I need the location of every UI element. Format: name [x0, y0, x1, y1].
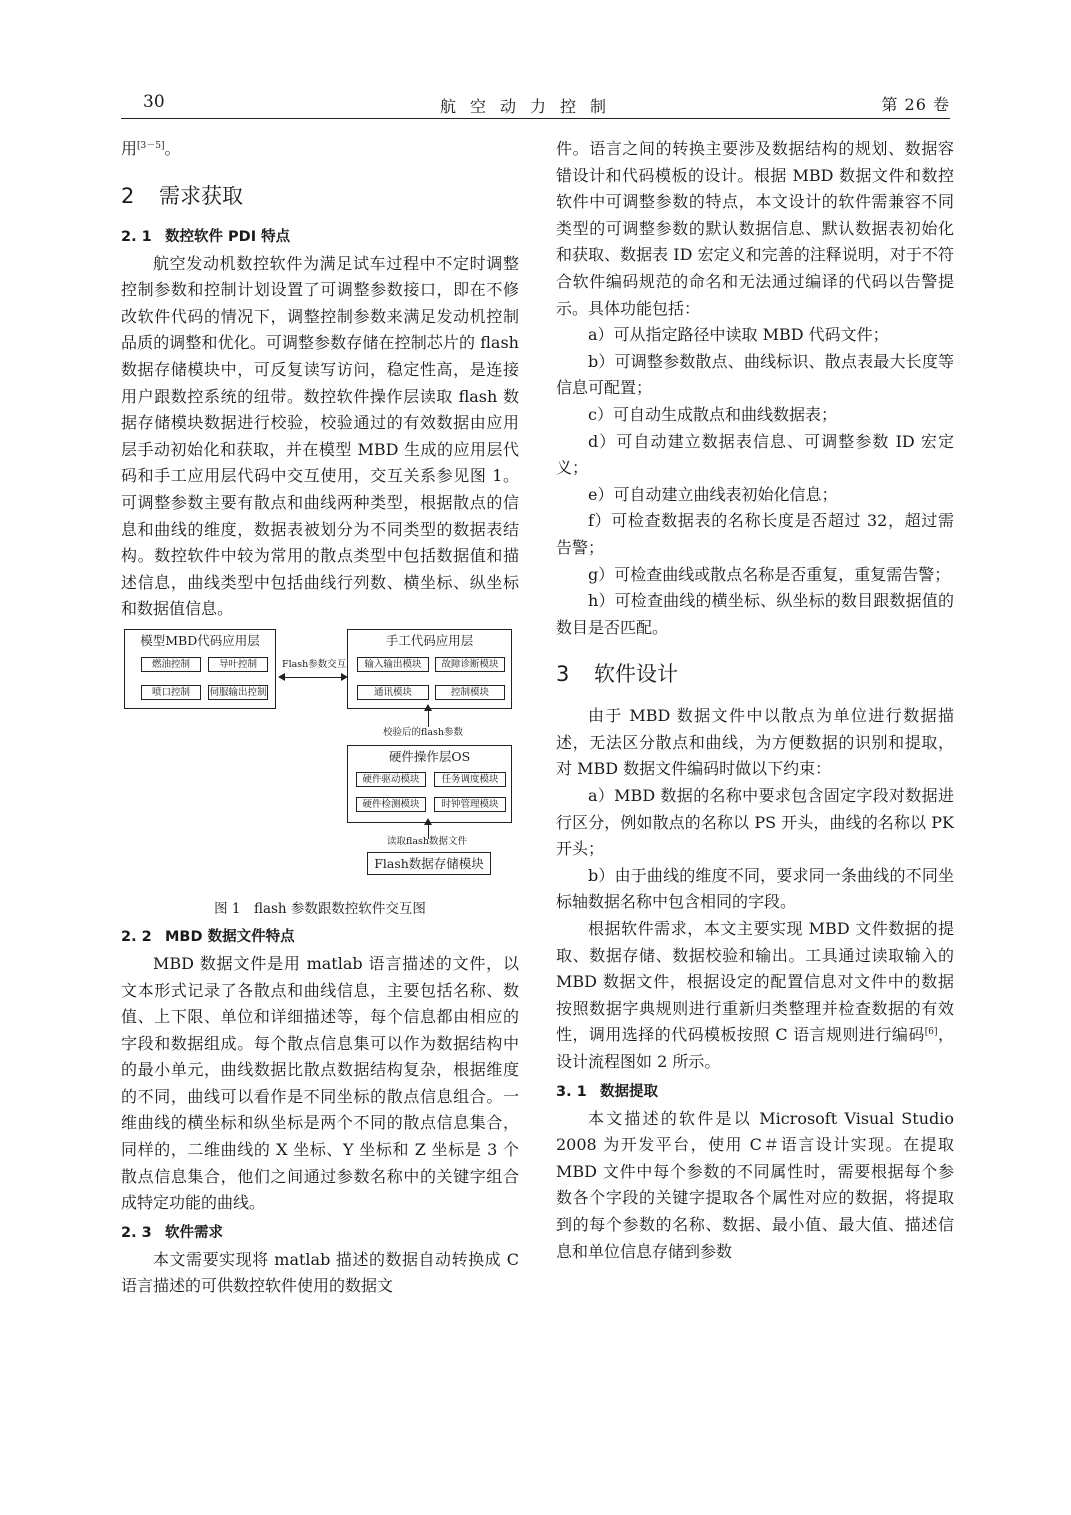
paragraph-text: 。 [164, 139, 181, 158]
nozzle-control-module: 喷口控制 [141, 685, 201, 700]
page-number: 30 [143, 92, 165, 112]
list-item: b）可调整参数散点、曲线标识、散点表最大长度等信息可配置； [556, 351, 954, 398]
list-item: b）由于曲线的维度不同，要求同一条曲线的不同坐标轴数据名称中包含相同的字段。 [556, 865, 954, 912]
right-column [556, 136, 954, 1265]
list-item: g）可检查曲线或散点名称是否重复，重复需告警； [588, 564, 951, 584]
journal-title: 航空动力控制 [440, 97, 621, 116]
list-item: f）可检查数据表的名称长度是否超过 32，超过需告警； [556, 511, 954, 557]
citation-ref[interactable]: [3－5] [137, 141, 165, 151]
section-number: 2 [121, 183, 135, 208]
body-paragraph: 件。语言之间的转换主要涉及数据结构的规划、数据容错设计和代码模板的设计。根据 MBD 数据文件和数控软件中可调整参数的特点，本文设计的软件需兼容不同类型的可调整参数的默认数据信息、默认数据表初始化和获取、数据表 ID 宏定义和完善的注释说明，对于不符合软件编码规范的命名和无法通过编译的代码以告警提示。具体功能包括： [556, 139, 954, 318]
subsection-heading [121, 1221, 519, 1245]
list-item: a）可从指定路径中读取 MBD 代码文件； [588, 325, 889, 345]
body-paragraph: 由于 MBD 数据文件中以散点为单位进行数据描述，无法区分散点和曲线，为方便数据的识别和提取，对 MBD 数据文件编码时做以下约束： [556, 706, 954, 779]
fault-diagnosis-module: 故障诊断模块 [435, 657, 505, 672]
servo-output-module: 伺服输出控制 [209, 686, 267, 698]
fuel-control-module: 燃油控制 [141, 657, 201, 672]
task-scheduler-module: 任务调度模块 [434, 772, 506, 787]
paragraph-text: 用 [121, 139, 138, 158]
list-item: h）可检查曲线的横坐标、纵坐标的数目跟数据值的数目是否匹配。 [556, 591, 954, 637]
section-heading [121, 181, 519, 211]
paragraph-text: 根据软件需求，本文主要实现 MBD 文件数据的提取、数据存储、数据校验和输出。工具通过读取输入的 MBD 数据文件，根据设定的配置信息对文件中的数据按照数据字典规则进行重新归类整理并检查数据的有效性，调用选择的代码模板按照 C 语言规则进行编码 [556, 919, 954, 1045]
subsection-number: 2. 2 [121, 928, 152, 945]
subsection-title: 数据提取 [600, 1083, 658, 1100]
body-paragraph: MBD 数据文件是用 matlab 语言描述的文件，以文本形式记录了各散点和曲线信息，主要包括名称、数值、上下限、单位和详细描述等，每个信息都由相应的字段和数据组成。每个散点信息集可以作为数据结构中的最小单元，曲线数据比散点数据结构复杂，根据维度的不同，曲线可以看作是不同坐标的散点信息组合。一维曲线的横坐标和纵坐标是两个不同的散点信息集合，同样的，二维曲线的 X 坐标、Y 坐标和 Z 坐标是 3 个散点信息集合，他们之间通过参数名称中的关键字组合成特定功能的曲线。 [121, 953, 519, 1213]
read-file-label: 读取flash数据文件 [387, 835, 467, 847]
figure-caption: 图 1 flash 参数跟数控软件交互图 [214, 900, 426, 917]
subsection-title: 数控软件 PDI 特点 [165, 228, 291, 245]
communication-module: 通讯模块 [357, 685, 429, 700]
section-title: 软件设计 [594, 662, 678, 687]
list-item: d）可自动建立数据表信息、可调整参数 ID 宏定义； [556, 431, 954, 478]
continued-paragraph [121, 136, 519, 163]
body-paragraph [556, 916, 954, 1076]
subsection-title: MBD 数据文件特点 [165, 928, 295, 945]
body-paragraph: 航空发动机数控软件为满足试车过程中不定时调整控制参数和控制计划设置了可调整参数接口，即在不修改软件代码的情况下，调整控制参数来满足发动机控制品质的调整和优化。可调整参数存储在控制芯片的 flash 数据存储模块中，可反复读写访问，稳定性高，是连接用户跟数控系统的纽带。数控软件操作层读取 flash 数据存储模块数据进行校验，校验通过的有效数据由应用层手动初始化和获取，并在模型 MBD 生成的应用层代码和手工应用层代码中交互使用，交互关系参见图 1。可调整参数主要有散点和曲线两种类型，根据散点的信息和曲线的维度，数据表被划分为不同类型的数据表结构。数控软件中较为常用的散点类型中包括数据值和描述信息，曲线类型中包括曲线行列数、横坐标、纵坐标和数据值信息。 [121, 253, 519, 619]
mbd-layer-title: 模型MBD代码应用层 [140, 632, 260, 648]
mbd-layer-box [124, 629, 276, 709]
os-layer-box [347, 745, 512, 823]
subsection-number: 2. 3 [121, 1224, 152, 1241]
left-column [121, 136, 519, 1300]
list-item: c）可自动生成散点和曲线数据表； [588, 404, 837, 424]
header-rule [121, 118, 950, 119]
section-heading [556, 659, 954, 689]
figure-diagram [121, 627, 519, 899]
body-paragraph: 本文需要实现将 matlab 描述的数据自动转换成 C 语言描述的可供数控软件使用的数据文 [121, 1249, 519, 1296]
os-layer-title: 硬件操作层OS [388, 748, 471, 764]
body-paragraph: 本文描述的软件是以 Microsoft Visual Studio 2008 为开发平台，使用 C＃语言设计实现。在提取 MBD 文件中每个参数的不同属性时，需要根据每个参数各个字段的关键字提取各个属性对应的数据，将提取到的每个参数的名称、数据、最小值、最大值、描述信息和单位信息存储到参数 [556, 1108, 954, 1261]
flash-exchange-label: Flash参数交互 [282, 658, 347, 670]
hw-detection-module: 硬件检测模块 [356, 797, 426, 812]
bidirectional-arrow [284, 677, 342, 678]
section-number: 3 [556, 662, 570, 687]
manual-layer-box [347, 629, 512, 709]
io-module: 输入输出模块 [357, 657, 429, 672]
clock-management-module: 时钟管理模块 [434, 797, 506, 812]
subsection-heading [121, 925, 519, 949]
up-arrow [428, 711, 429, 727]
verified-params-label: 校验后的flash参数 [383, 726, 463, 738]
guide-vane-module: 导叶控制 [208, 657, 268, 672]
manual-layer-title: 手工代码应用层 [385, 632, 474, 648]
list-item: a）MBD 数据的名称中要求包含固定字段对数据进行区分，例如散点的名称以 PS 开头，曲线的名称以 PK 开头； [556, 786, 954, 859]
subsection-number: 3. 1 [556, 1083, 587, 1100]
flash-storage-box: Flash数据存储模块 [367, 852, 491, 875]
subsection-heading [556, 1080, 954, 1104]
paragraph-text: ，设计流程图如 2 所示。 [556, 1025, 954, 1071]
citation-ref[interactable]: [6] [924, 1027, 938, 1038]
section-title: 需求获取 [159, 183, 243, 208]
list-item: e）可自动建立曲线表初始化信息； [588, 484, 838, 504]
subsection-title: 软件需求 [165, 1224, 223, 1241]
control-module: 控制模块 [435, 685, 505, 700]
subsection-heading [121, 225, 519, 249]
subsection-number: 2. 1 [121, 228, 152, 245]
volume-label: 第 26 卷 [881, 95, 950, 114]
hw-driver-module: 硬件驱动模块 [356, 772, 426, 787]
